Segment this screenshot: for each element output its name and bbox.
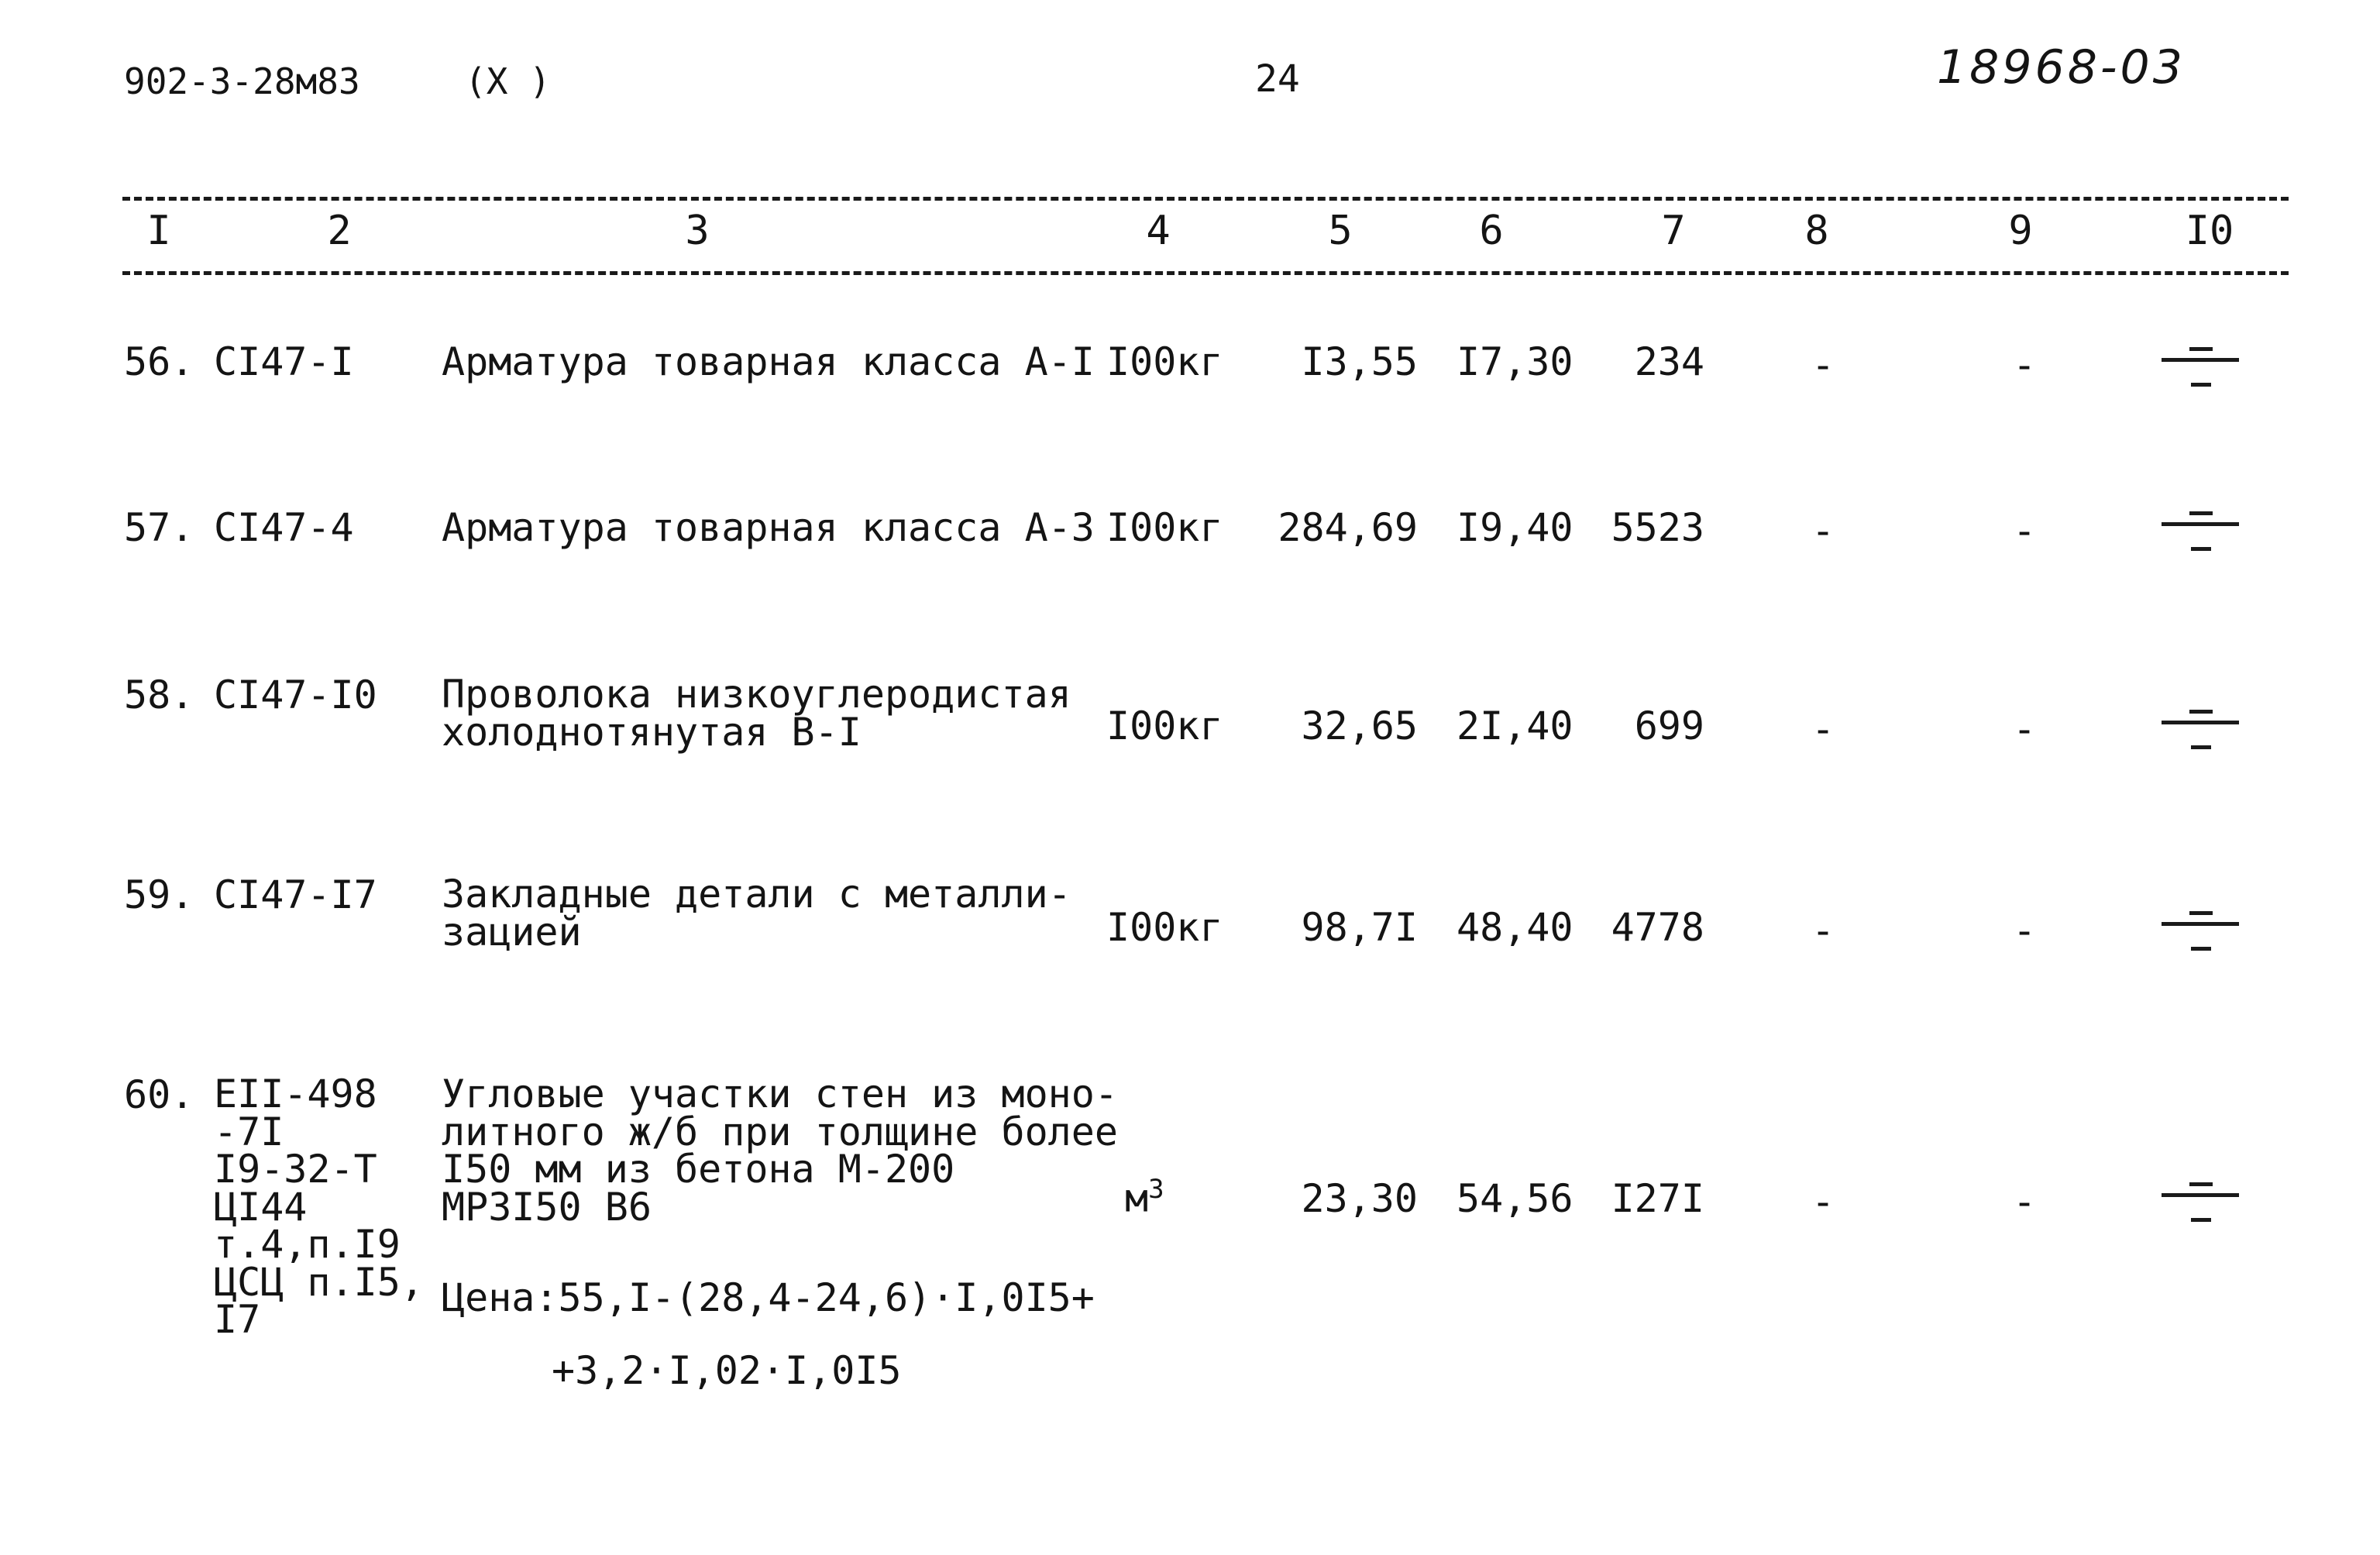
- row-code: СI47-4: [214, 505, 354, 550]
- row-col8: -: [1811, 342, 1835, 387]
- row-number: 56.: [124, 339, 194, 384]
- row-unit-price: I7,30: [1457, 339, 1573, 384]
- ditto-mark: [2162, 1182, 2239, 1229]
- column-number-7: 7: [1661, 208, 1686, 254]
- row-col8: -: [1811, 707, 1835, 752]
- row-unit-exponent: 3: [1148, 1174, 1164, 1205]
- row-name-line: Угловые участки стен из моно-: [442, 1072, 1118, 1116]
- column-number-5: 5: [1328, 208, 1353, 254]
- row-number: 59.: [124, 872, 194, 917]
- ditto-mark: [2162, 347, 2239, 394]
- row-name: Арматура товарная класса А-3: [442, 505, 1095, 550]
- column-number-3: 3: [685, 208, 710, 254]
- row-unit: I00кг: [1106, 339, 1223, 384]
- column-number-9: 9: [2008, 208, 2033, 254]
- table-header-top-rule: [122, 197, 2289, 201]
- ditto-mark: [2162, 511, 2239, 558]
- row-quantity: I3,55: [1301, 339, 1418, 384]
- row-unit-price: 54,56: [1457, 1176, 1573, 1221]
- row-col9: -: [2013, 908, 2037, 953]
- row-name: Арматура товарная класса А-I: [442, 339, 1095, 384]
- row-unit: I00кг: [1106, 704, 1223, 748]
- ditto-mark: [2162, 911, 2239, 958]
- row-code: СI47-I: [214, 339, 354, 384]
- row-code-line: ЕII-498: [214, 1072, 377, 1116]
- row-total: I27I: [1611, 1176, 1704, 1221]
- row-unit-price: 2I,40: [1457, 704, 1573, 748]
- row-col9: -: [2013, 1179, 2037, 1224]
- row-code-line: т.4,п.I9: [214, 1222, 401, 1267]
- row-name-line: Проволока низкоуглеродистая: [442, 672, 1071, 717]
- inventory-number: 18968-03: [1937, 40, 2186, 95]
- row-total: 699: [1634, 704, 1704, 748]
- column-number-8: 8: [1804, 208, 1829, 254]
- document-code: 902-3-28м83: [124, 60, 360, 102]
- row-quantity: 23,30: [1301, 1176, 1418, 1221]
- table-header-bottom-rule: [122, 271, 2289, 275]
- row-col9: -: [2013, 342, 2037, 387]
- row-code-line: I9-32-Т: [214, 1147, 377, 1192]
- price-calculation-line-1: Цена:55,I-(28,4-24,6)·I,0I5+: [442, 1275, 1095, 1320]
- row-code-line: I7: [214, 1297, 261, 1342]
- row-name-line: холоднотянутая В-I: [442, 709, 862, 755]
- row-unit-base: м: [1125, 1175, 1149, 1221]
- column-number-6: 6: [1479, 208, 1504, 254]
- column-number-2: 2: [327, 208, 352, 254]
- price-calculation-line-2: +3,2·I,02·I,0I5: [552, 1348, 902, 1393]
- row-col9: -: [2013, 508, 2037, 553]
- row-code: СI47-I7: [214, 872, 377, 917]
- row-quantity: 98,7I: [1301, 905, 1418, 950]
- row-name-line: Закладные детали с металли-: [442, 872, 1071, 917]
- row-name-line: I50 мм из бетона М-200: [442, 1147, 955, 1192]
- row-number: 60.: [124, 1072, 194, 1117]
- row-total: 4778: [1611, 905, 1704, 950]
- row-name: [442, 872, 1071, 955]
- row-name-line: МР3I50 В6: [442, 1184, 652, 1230]
- page-number: 24: [1255, 57, 1300, 101]
- row-col9: -: [2013, 707, 2037, 752]
- row-name-line: зацией: [442, 909, 582, 955]
- document-mark: (Х ): [465, 60, 551, 102]
- row-code-line: ЦСЦ п.I5,: [214, 1259, 424, 1305]
- row-code-line: ЦI44: [214, 1184, 308, 1230]
- row-unit-price: 48,40: [1457, 905, 1573, 950]
- ditto-mark: [2162, 710, 2239, 756]
- row-unit: [1125, 1174, 1164, 1221]
- row-total: 234: [1634, 339, 1704, 384]
- column-number-4: 4: [1146, 208, 1171, 254]
- row-number: 58.: [124, 673, 194, 717]
- row-col8: -: [1811, 908, 1835, 953]
- row-quantity: 32,65: [1301, 704, 1418, 748]
- row-col8: -: [1811, 1179, 1835, 1224]
- row-code: [214, 1072, 424, 1342]
- row-unit: I00кг: [1106, 905, 1223, 950]
- row-unit: I00кг: [1106, 505, 1223, 550]
- row-name: [442, 672, 1071, 755]
- row-name-line: литного ж/б при толщине более: [442, 1109, 1118, 1154]
- row-code-line: -7I: [214, 1109, 284, 1154]
- column-number-1: I: [146, 208, 171, 254]
- row-name: [442, 1072, 1118, 1230]
- row-quantity: 284,69: [1278, 505, 1418, 550]
- row-code: СI47-I0: [214, 673, 377, 717]
- row-unit-price: I9,40: [1457, 505, 1573, 550]
- row-number: 57.: [124, 505, 194, 550]
- row-total: 5523: [1611, 505, 1704, 550]
- row-col8: -: [1811, 508, 1835, 553]
- column-number-10: I0: [2185, 208, 2234, 254]
